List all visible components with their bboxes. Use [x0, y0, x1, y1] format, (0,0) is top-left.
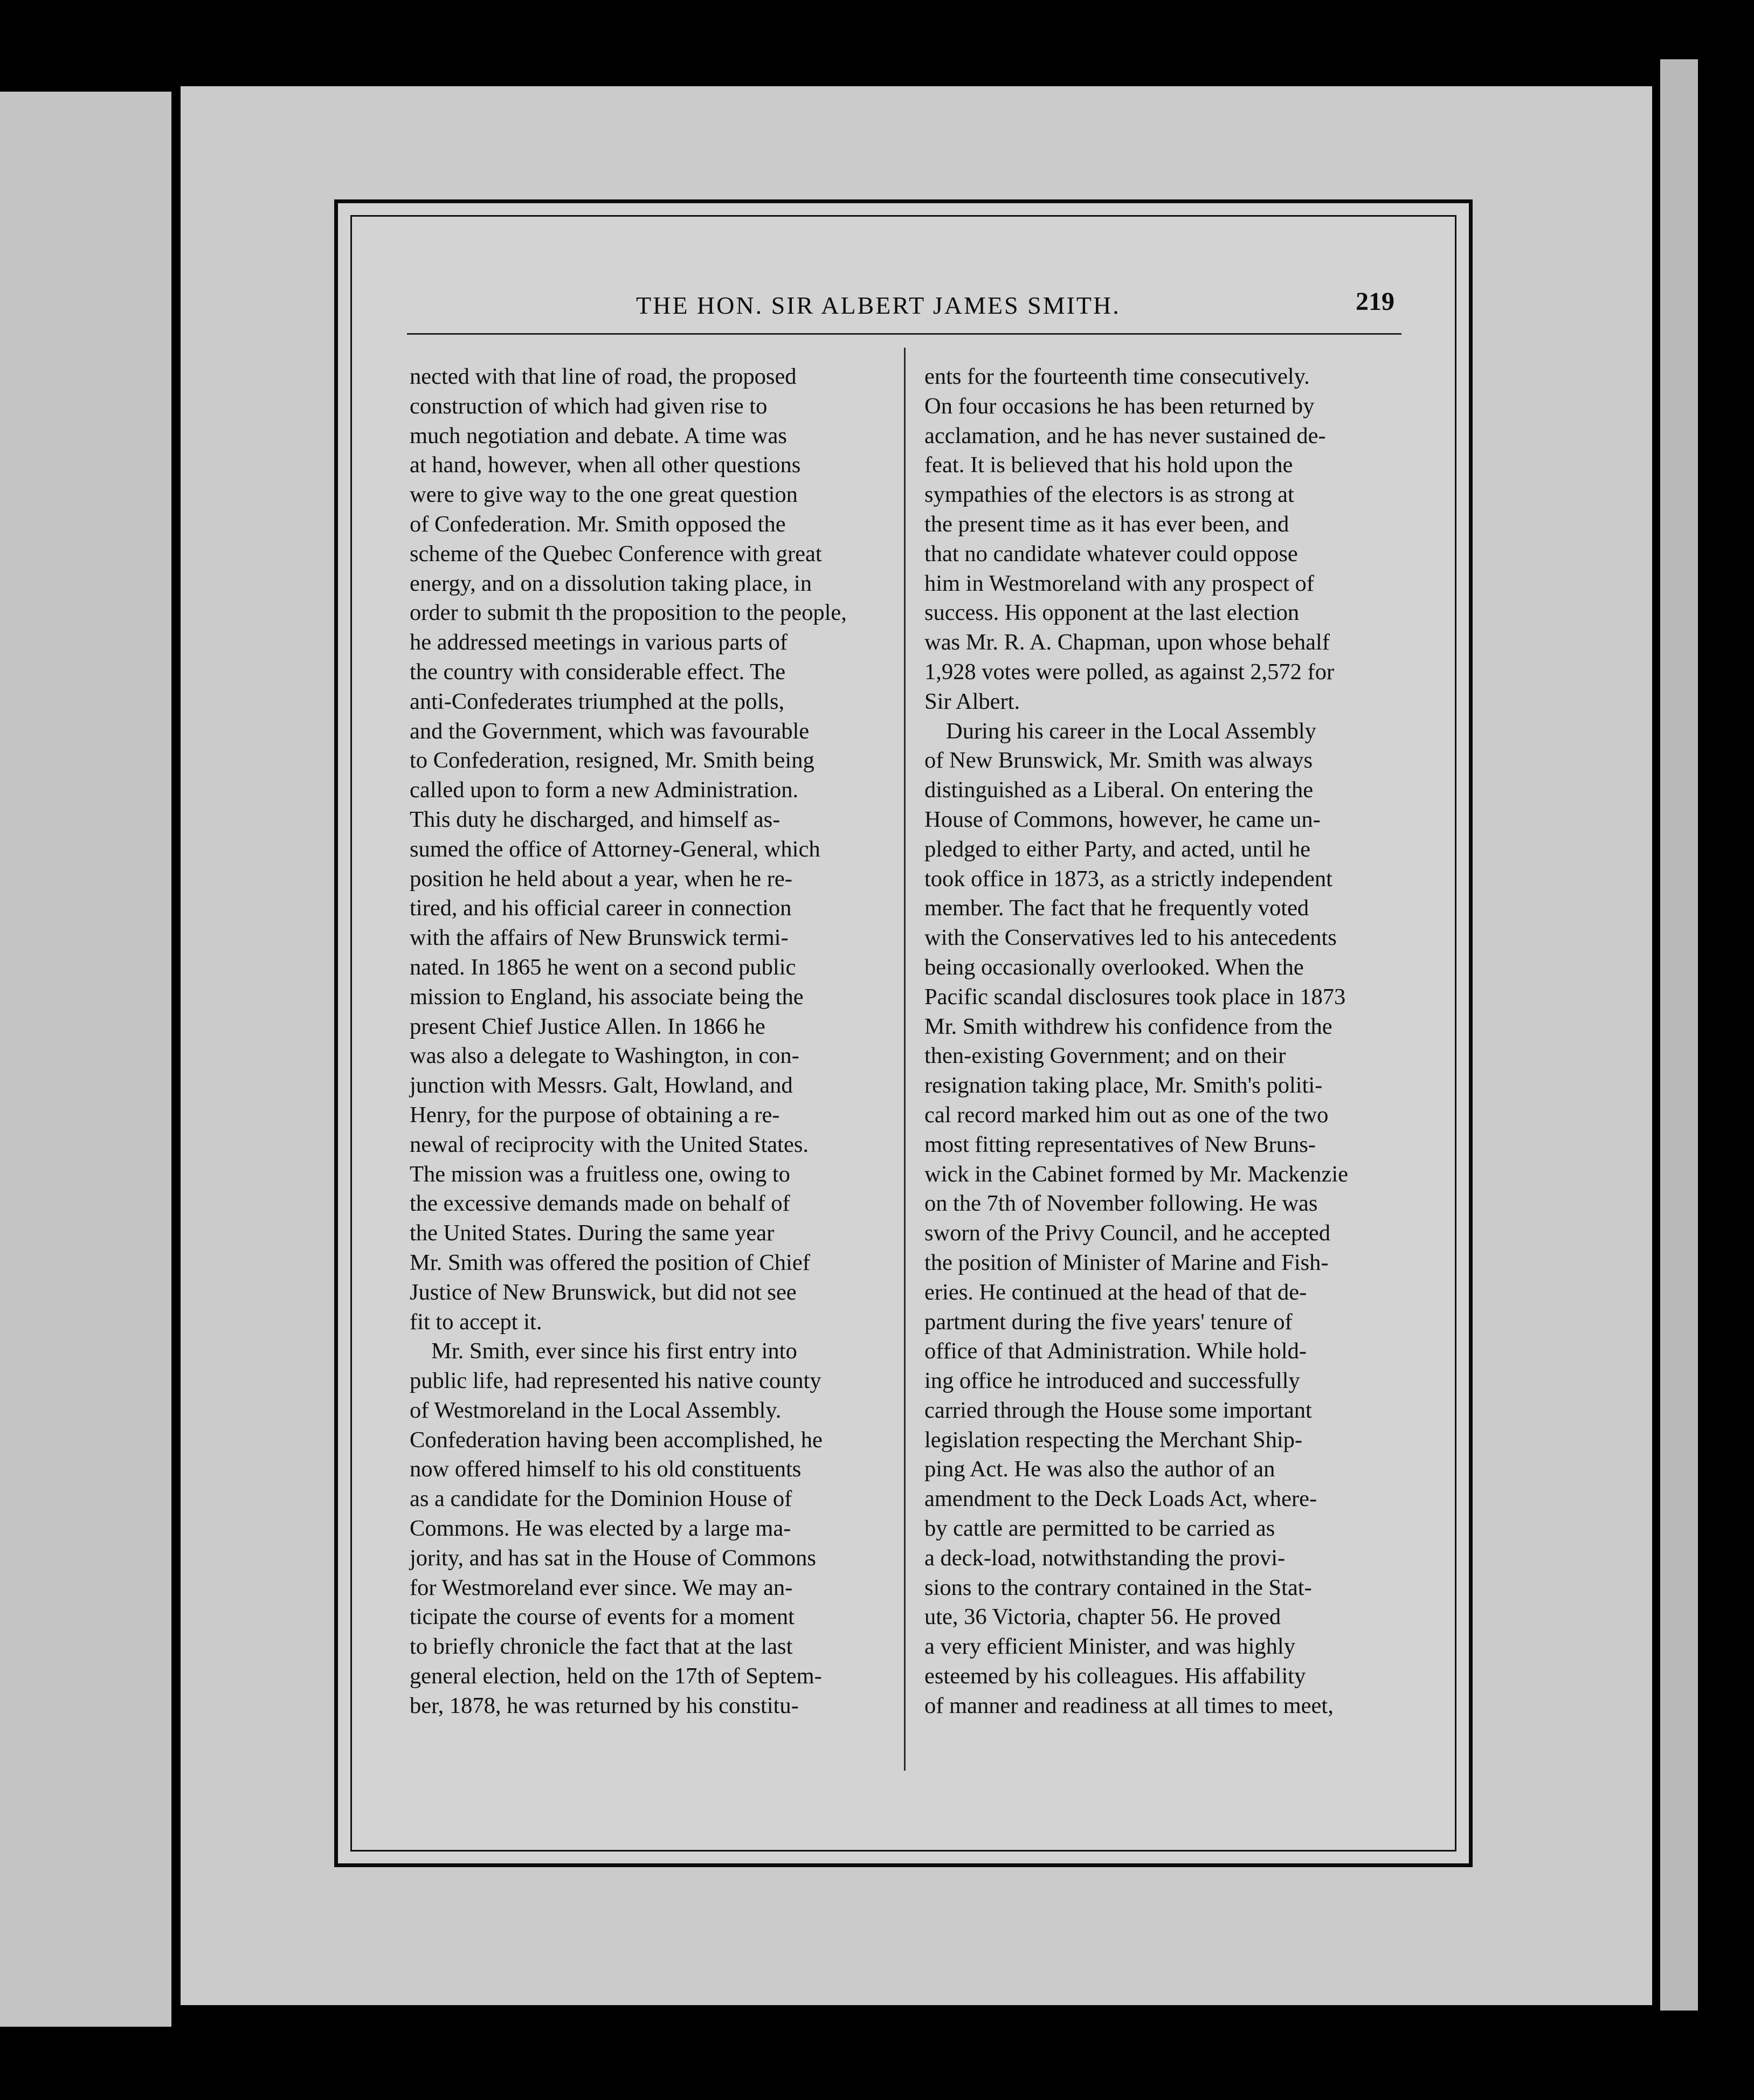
text-line: much negotiation and debate. A time was — [410, 423, 787, 448]
text-line: to Confederation, resigned, Mr. Smith being — [410, 748, 814, 773]
right-text-column — [924, 362, 1426, 1721]
text-line: at hand, however, when all other questions — [410, 452, 801, 478]
text-line: Confederation having been accomplished, he — [410, 1427, 823, 1453]
text-line: energy, and on a dissolution taking place, in — [410, 570, 812, 596]
text-line: sions to the contrary contained in the Stat- — [924, 1574, 1312, 1600]
text-line: ticipate the course of events for a moment — [410, 1604, 795, 1630]
text-line: office of that Administration. While hold- — [924, 1338, 1307, 1364]
text-line: House of Commons, however, he came un- — [924, 806, 1321, 832]
text-line: carried through the House some important — [924, 1397, 1312, 1423]
text-line: fit to accept it. — [410, 1309, 542, 1335]
text-line: pledged to either Party, and acted, until he — [924, 836, 1310, 862]
text-line: a deck-load, notwithstanding the provi- — [924, 1545, 1286, 1571]
text-line: The mission was a fruitless one, owing to — [410, 1161, 790, 1187]
text-line: ber, 1878, he was returned by his constitu- — [410, 1693, 799, 1718]
text-line: newal of reciprocity with the United States. — [410, 1131, 809, 1157]
text-line: On four occasions he has been returned by — [924, 393, 1315, 419]
text-line: sympathies of the electors is as strong at — [924, 482, 1294, 508]
text-line: was also a delegate to Washington, in con- — [410, 1043, 799, 1069]
text-line: During his career in the Local Assembly — [946, 718, 1316, 744]
text-line: for Westmoreland ever since. We may an- — [410, 1574, 793, 1600]
text-line: mission to England, his associate being the — [410, 984, 804, 1010]
text-line: ents for the fourteenth time consecutively. — [924, 364, 1310, 389]
text-line: then-existing Government; and on their — [924, 1043, 1286, 1069]
text-line: was Mr. R. A. Chapman, upon whose behalf — [924, 630, 1330, 655]
text-line: nated. In 1865 he went on a second public — [410, 954, 796, 980]
text-line: Mr. Smith, ever since his first entry into — [431, 1338, 797, 1364]
text-line: position he held about a year, when he re- — [410, 866, 792, 892]
text-line: This duty he discharged, and himself as- — [410, 806, 781, 832]
text-line: construction of which had given rise to — [410, 393, 768, 419]
text-line: 1,928 votes were polled, as against 2,572 for — [924, 659, 1335, 685]
text-line: called upon to form a new Administration. — [410, 777, 799, 803]
text-line: partment during the five years' tenure of — [924, 1309, 1293, 1335]
text-line: took office in 1873, as a strictly independent — [924, 866, 1332, 892]
text-line: general election, held on the 17th of Septem- — [410, 1663, 822, 1689]
page-edge — [1660, 59, 1698, 2011]
text-line: sumed the office of Attorney-General, which — [410, 836, 820, 862]
left-page-leaf — [0, 92, 171, 2027]
text-line: Pacific scandal disclosures took place in 1873 — [924, 984, 1346, 1010]
text-line: a very efficient Minister, and was highly — [924, 1634, 1295, 1660]
text-line: of manner and readiness at all times to meet, — [924, 1693, 1334, 1718]
text-line: amendment to the Deck Loads Act, where- — [924, 1486, 1317, 1512]
text-line: with the Conservatives led to his antecedents — [924, 925, 1337, 951]
text-line: on the 7th of November following. He was — [924, 1191, 1318, 1217]
text-line: the present time as it has ever been, and — [924, 511, 1289, 537]
text-line: ute, 36 Victoria, chapter 56. He proved — [924, 1604, 1281, 1630]
text-line: tired, and his official career in connection — [410, 895, 792, 921]
text-line: acclamation, and he has never sustained de- — [924, 423, 1326, 448]
text-line: being occasionally overlooked. When the — [924, 954, 1304, 980]
text-line: to briefly chronicle the fact that at the last — [410, 1634, 793, 1660]
text-line: and the Government, which was favourable — [410, 718, 810, 744]
text-line: anti-Confederates triumphed at the polls, — [410, 688, 785, 714]
text-line: the excessive demands made on behalf of — [410, 1191, 790, 1217]
text-line: junction with Messrs. Galt, Howland, and — [410, 1073, 793, 1099]
text-line: Justice of New Brunswick, but did not see — [410, 1279, 797, 1305]
text-line: the position of Minister of Marine and Fish- — [924, 1249, 1329, 1275]
text-line: as a candidate for the Dominion House of — [410, 1486, 792, 1512]
text-line: Commons. He was elected by a large ma- — [410, 1516, 791, 1542]
running-title: THE HON. SIR ALBERT JAMES SMITH. — [636, 292, 1121, 319]
text-line: legislation respecting the Merchant Ship- — [924, 1427, 1303, 1453]
text-line: present Chief Justice Allen. In 1866 he — [410, 1013, 765, 1039]
text-line: of New Brunswick, Mr. Smith was always — [924, 748, 1313, 773]
text-line: order to submit th the proposition to the people, — [410, 600, 847, 626]
page-number: 219 — [1356, 287, 1394, 316]
text-line: that no candidate whatever could oppose — [924, 541, 1298, 567]
text-line: with the affairs of New Brunswick termi- — [410, 925, 789, 951]
text-line: Mr. Smith withdrew his confidence from the — [924, 1013, 1332, 1039]
left-text-column — [410, 362, 916, 1721]
text-line: ing office he introduced and successfully — [924, 1368, 1300, 1394]
text-line: now offered himself to his old constituents — [410, 1456, 802, 1482]
text-line: resignation taking place, Mr. Smith's politi- — [924, 1073, 1323, 1099]
text-line: he addressed meetings in various parts of — [410, 630, 788, 655]
text-line: the country with considerable effect. The — [410, 659, 786, 685]
text-line: were to give way to the one great question — [410, 482, 798, 508]
text-line: member. The fact that he frequently voted — [924, 895, 1309, 921]
header-rule — [407, 333, 1401, 335]
text-line: nected with that line of road, the proposed — [410, 364, 797, 389]
text-line: most fitting representatives of New Bruns- — [924, 1131, 1316, 1157]
text-line: cal record marked him out as one of the two — [924, 1102, 1329, 1128]
text-line: scheme of the Quebec Conference with great — [410, 541, 822, 567]
text-line: Mr. Smith was offered the position of Chief — [410, 1249, 810, 1275]
text-line: sworn of the Privy Council, and he accepted — [924, 1220, 1330, 1246]
text-line: wick in the Cabinet formed by Mr. Mackenzie — [924, 1161, 1349, 1187]
text-line: him in Westmoreland with any prospect of — [924, 570, 1314, 596]
text-line: Henry, for the purpose of obtaining a re- — [410, 1102, 780, 1128]
text-line: distinguished as a Liberal. On entering the — [924, 777, 1314, 803]
text-line: public life, had represented his native county — [410, 1368, 821, 1394]
text-line: Sir Albert. — [924, 688, 1020, 714]
text-line: ping Act. He was also the author of an — [924, 1456, 1275, 1482]
text-line: by cattle are permitted to be carried as — [924, 1516, 1275, 1542]
text-line: of Confederation. Mr. Smith opposed the — [410, 511, 786, 537]
text-line: eries. He continued at the head of that de- — [924, 1279, 1307, 1305]
text-line: feat. It is believed that his hold upon the — [924, 452, 1293, 478]
text-line: success. His opponent at the last election — [924, 600, 1300, 626]
text-line: of Westmoreland in the Local Assembly. — [410, 1397, 782, 1423]
text-line: esteemed by his colleagues. His affability — [924, 1663, 1306, 1689]
text-line: jority, and has sat in the House of Commons — [410, 1545, 816, 1571]
text-line: the United States. During the same year — [410, 1220, 775, 1246]
